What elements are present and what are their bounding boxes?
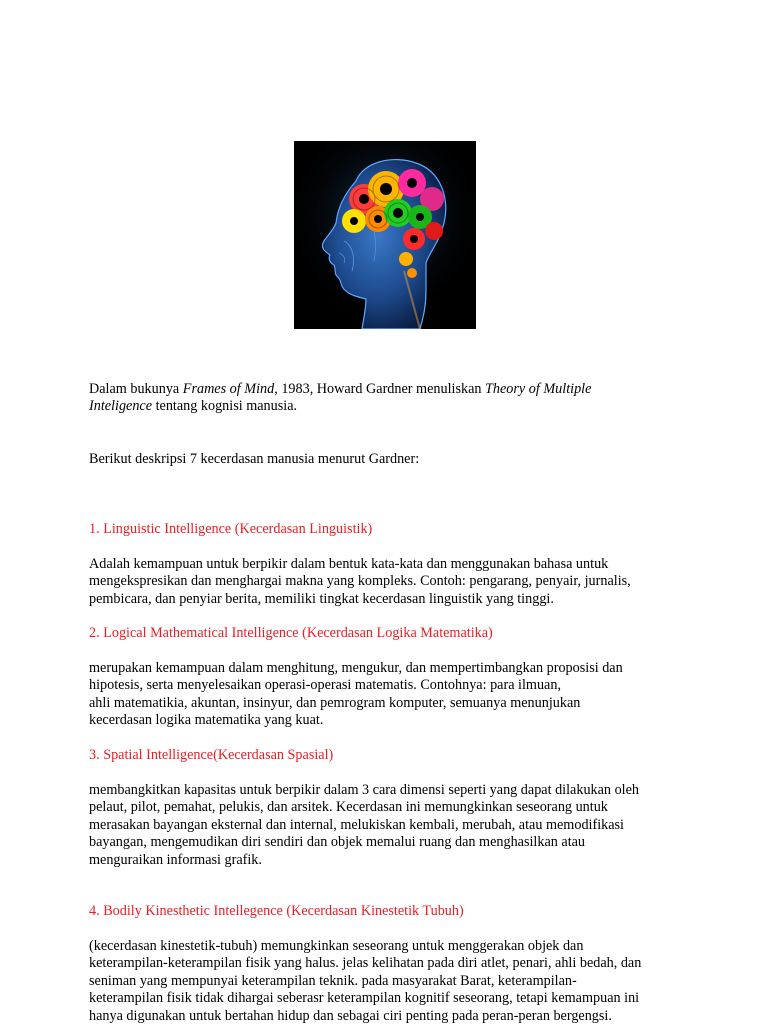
intro-paragraph bbox=[89, 381, 689, 416]
theory-title: Theory of Multiple bbox=[485, 381, 592, 397]
section-body-kinesthetic bbox=[89, 938, 689, 1025]
body-line: Adalah kemampuan untuk berpikir dalam bentuk kata-kata dan menggunakan bahasa untuk bbox=[89, 556, 609, 572]
body-line: hipotesis, serta menyelesaikan operasi-operasi matematis. Contohnya: para ilmuan, bbox=[89, 677, 561, 694]
lead-paragraph bbox=[89, 451, 689, 468]
body-line: pelaut, pilot, pemahat, pelukis, dan arsitek. Kecerdasan ini memungkinkan seseorang untuk bbox=[89, 799, 608, 816]
section-heading-linguistic bbox=[89, 521, 689, 538]
section-heading-text: 1. Linguistic Intelligence (Kecerdasan Linguistik) bbox=[89, 521, 373, 537]
section-heading-text: 2. Logical Mathematical Intelligence (Kecerdasan Logika Matematika) bbox=[89, 625, 493, 641]
intro-line-2 bbox=[89, 398, 689, 415]
body-line: pembicara, dan penyiar berita, memiliki tingkat kecerdasan linguistik yang tinggi. bbox=[89, 590, 554, 607]
section-heading-text: 3. Spatial Intelligence(Kecerdasan Spasial) bbox=[89, 747, 334, 763]
section-body-spatial bbox=[89, 782, 689, 869]
lead-text: Berikut deskripsi 7 kecerdasan manusia menurut Gardner: bbox=[89, 451, 420, 467]
body-line: seniman yang mempunyai keterampilan teknik. pada masyarakat Barat, keterampilan- bbox=[89, 972, 577, 989]
section-body-linguistic bbox=[89, 556, 689, 608]
brain-gears-illustration bbox=[294, 141, 476, 329]
body-line: mengekspresikan dan menghargai makna yang kompleks. Contoh: pengarang, penyair, jurnalis, bbox=[89, 573, 631, 590]
body-line: membangkitkan kapasitas untuk berpikir dalam 3 cara dimensi seperti yang dapat dilakukan oleh bbox=[89, 782, 639, 798]
section-body-logical bbox=[89, 660, 689, 730]
intro-text: , 1983, Howard Gardner menuliskan bbox=[274, 381, 486, 397]
theory-title-cont: Inteligence bbox=[89, 398, 153, 415]
body-line: kecerdasan logika matematika yang kuat. bbox=[89, 712, 324, 729]
body-line: keterampilan-keterampilan fisik yang halus. jelas kelihatan pada diri atlet, penari, ahli bedah, dan bbox=[89, 955, 642, 972]
body-line: merasakan bayangan eksternal dan internal, melukiskan kembali, merubah, atau memodifikasi bbox=[89, 816, 624, 833]
section-heading-kinesthetic bbox=[89, 903, 689, 920]
intro-line-1 bbox=[89, 381, 689, 398]
body-line: (kecerdasan kinestetik-tubuh) memungkinkan seseorang untuk menggerakan objek dan bbox=[89, 938, 584, 954]
book-title: Frames of Mind bbox=[182, 381, 275, 397]
section-heading-logical bbox=[89, 625, 689, 642]
head-gears-icon bbox=[294, 141, 476, 329]
body-line: menguraikan informasi grafik. bbox=[89, 851, 262, 868]
body-line: keterampilan fisik tidak dihargai seberasr keterampilan kognitif seseorang, tetapi kemampuan ini bbox=[89, 990, 640, 1007]
intro-text: tentang kognisi manusia. bbox=[152, 398, 298, 415]
body-line: merupakan kemampuan dalam menghitung, mengukur, dan mempertimbangkan proposisi dan bbox=[89, 660, 623, 676]
body-line: bayangan, mengemudikan diri sendiri dan objek memalui ruang dan menghasilkan atau bbox=[89, 834, 586, 851]
intro-text: Dalam bukunya bbox=[89, 381, 183, 397]
body-line: hanya digunakan untuk bertahan hidup dan sebagai ciri penting pada peran-peran bergengsi. bbox=[89, 1007, 612, 1024]
section-heading-spatial bbox=[89, 747, 689, 764]
body-line: ahli matematikia, akuntan, insinyur, dan pemrogram komputer, semuanya menunjukan bbox=[89, 694, 581, 711]
section-heading-text: 4. Bodily Kinesthetic Intellegence (Kecerdasan Kinestetik Tubuh) bbox=[89, 903, 464, 919]
